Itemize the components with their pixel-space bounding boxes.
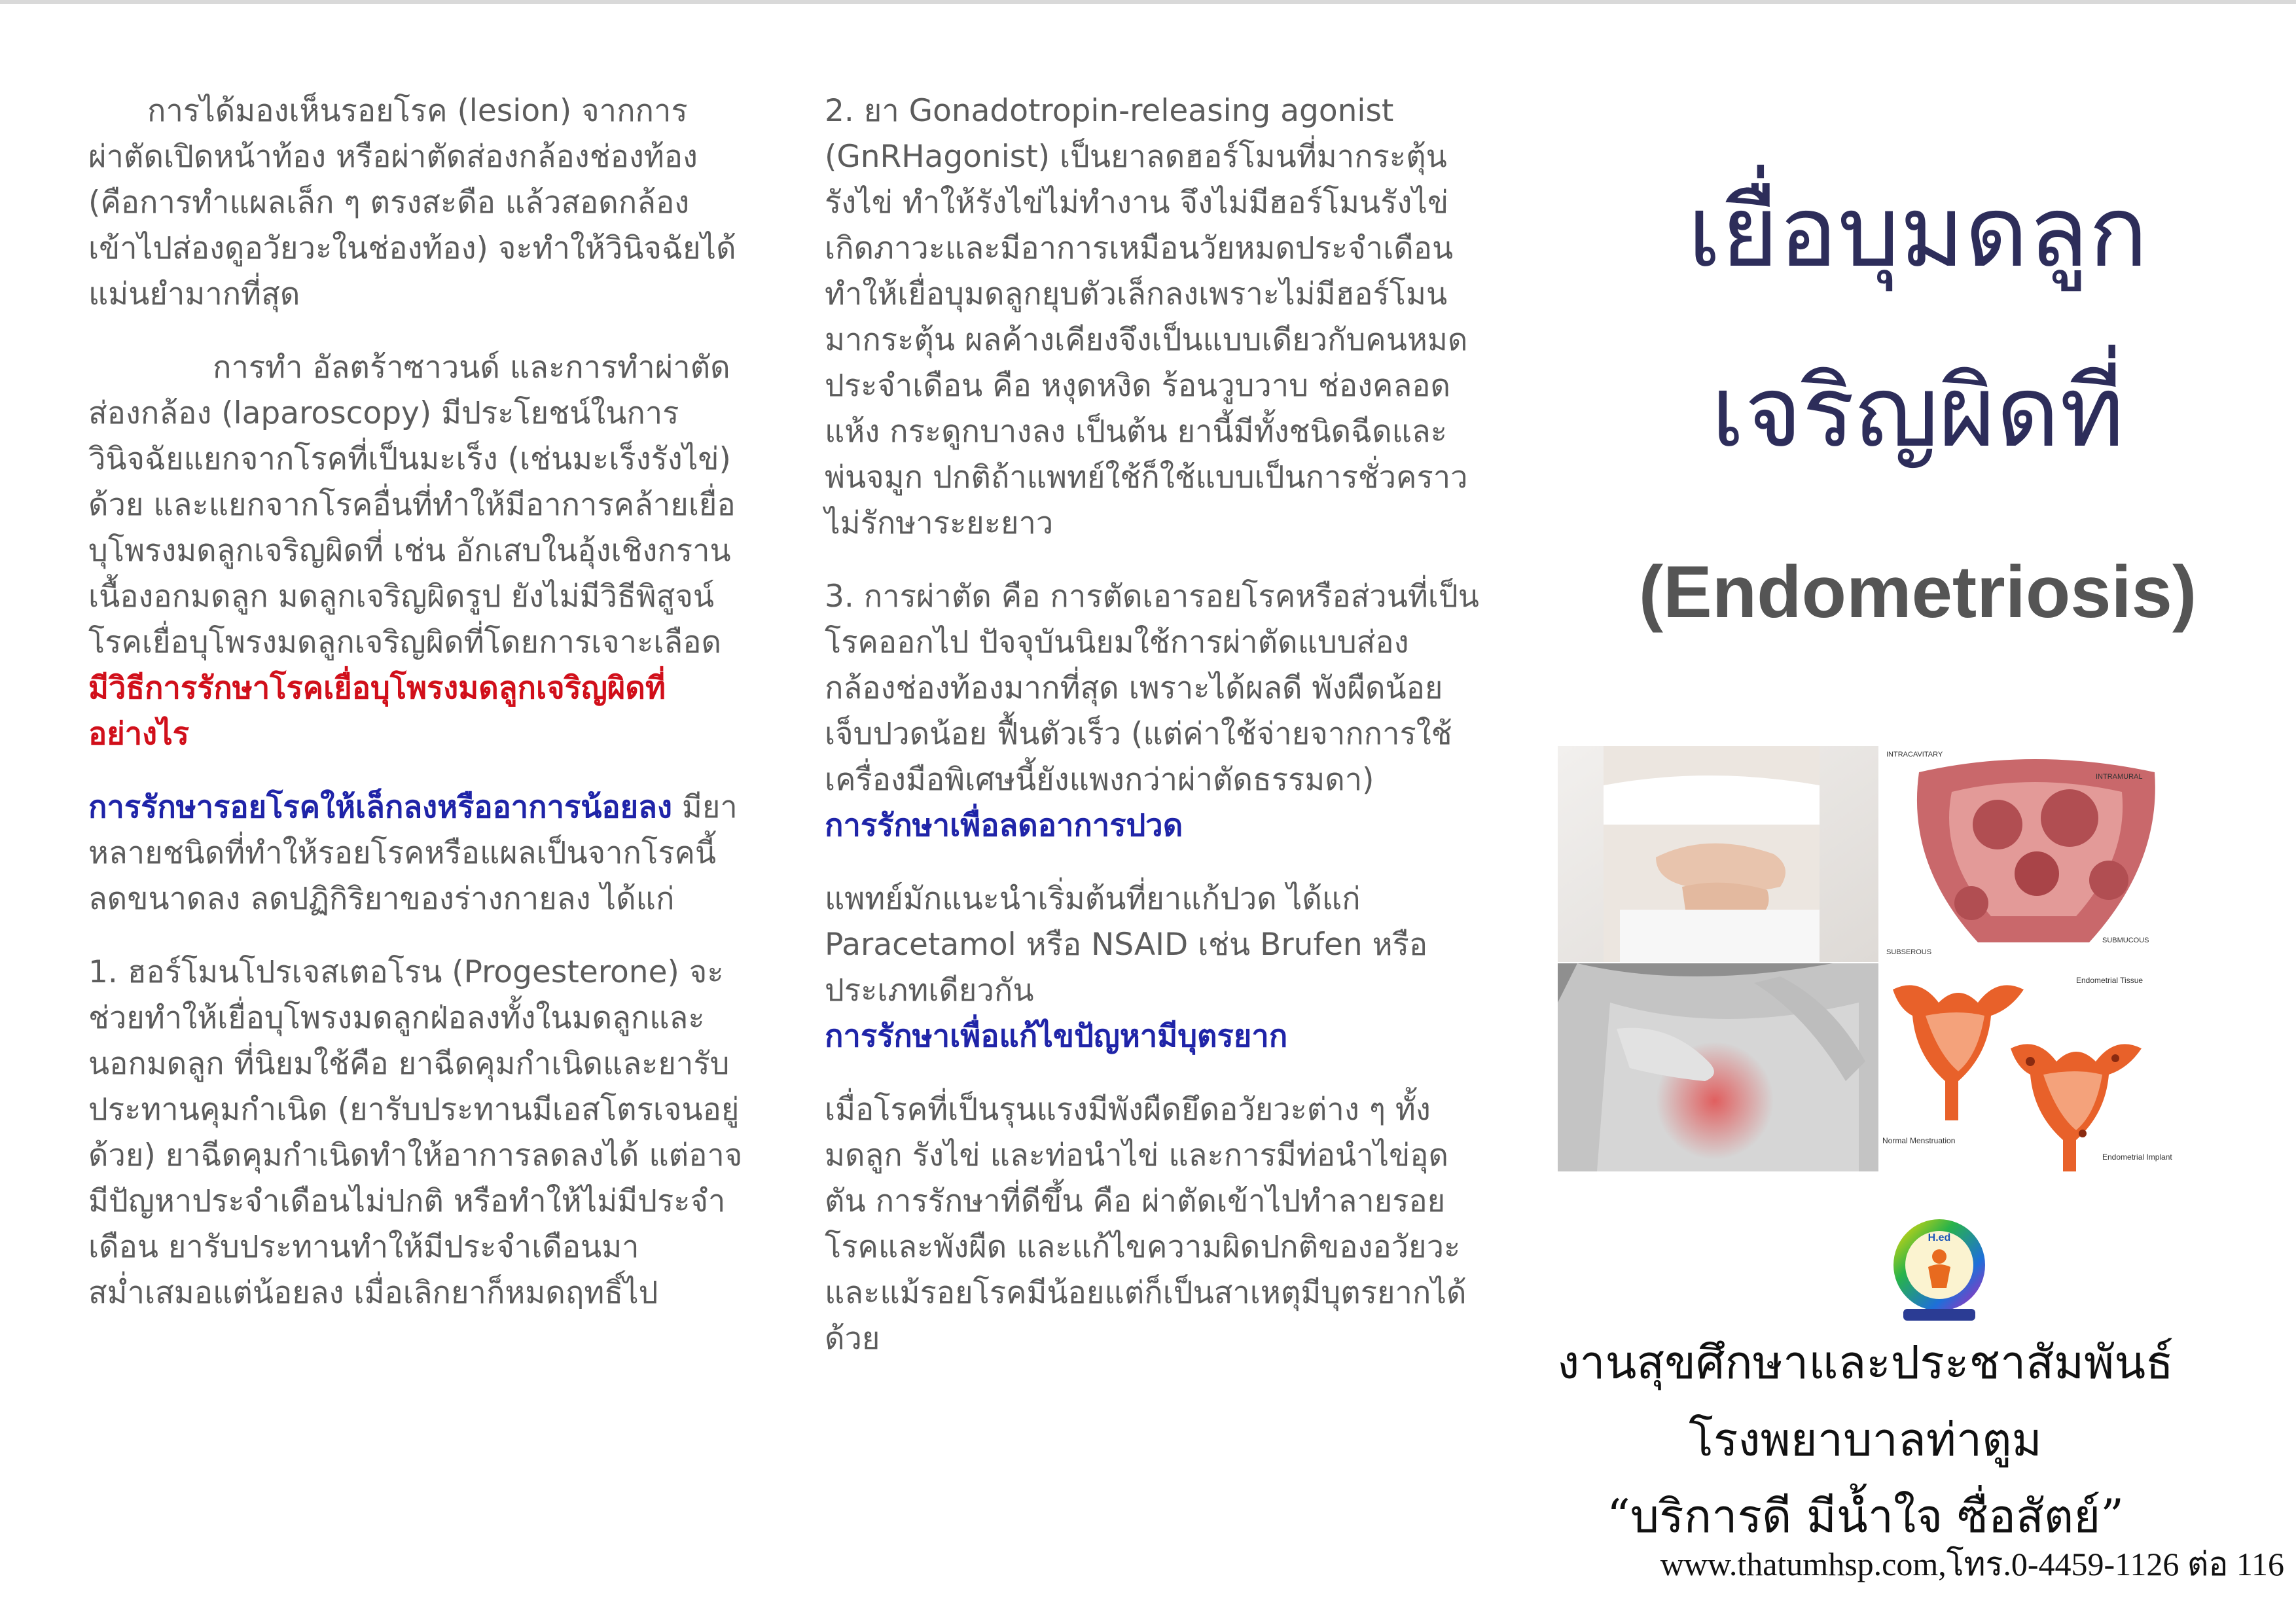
uterus-fibroid-diagram — [1880, 746, 2187, 962]
hospital-logo — [1890, 1216, 1988, 1327]
pelvic-pain-photo — [1558, 963, 1878, 1171]
diagram-label-subserous: SUBSEROUS — [1886, 948, 1932, 956]
footer-contact: www.thatumhsp.com,โทร.0-4459-1126 ต่อ 116 — [1660, 1546, 2284, 1582]
lesion-treatment-paragraph — [88, 785, 743, 922]
gnrh-agonist-paragraph: 2. ยา Gonadotropin-releasing agonist (GnRHagonist) เป็นยาลดฮอร์โมนที่มากระตุ้นรังไข่ ทำให้รังไข่ไม่ทำงาน จึงไม่มีฮอร์โมนรังไข่ เกิดภาวะและมีอาการเหมือนวัยหมดประจำเดือน ทำให้เยื่อบุมดลูกยุบตัวเล็กลงเพราะไม่มีฮอร์โมนมากระตุ้น ผลค้างเคียงจึงเป็นแบบเดียวกับคนหมดประจำเดือน คือ หงุดหงิด ร้อนวูบวาบ ช่องคลอดแห้ง กระดูกบางลง เป็นต้น ยานี้มีทั้งชนิดฉีดและพ่นจมูก ปกติถ้าแพทย์ใช้ก็ใช้แบบเป็นการชั่วคราว ไม่รักษาระยะยาว — [825, 93, 1468, 541]
left-column — [88, 88, 743, 1316]
cover-title-line1: เยื่อบุมดลูก — [1687, 175, 2148, 289]
pain-treatment-paragraph: แพทย์มักแนะนำเริ่มต้นที่ยาแก้ปวด ได้แก่ Paracetamol หรือ NSAID เช่น Brufen หรือประเภทเดียวกัน — [825, 881, 1428, 1008]
diagram-label-endometrial-tissue: Endometrial Tissue — [2076, 976, 2144, 985]
logo-text: H.ed — [1928, 1232, 1951, 1243]
lesion-treatment-subheading: การรักษารอยโรคให้เล็กลงหรืออาการน้อยลง — [88, 789, 672, 825]
cover-title-line2: เจริญผิดที่ — [1711, 355, 2125, 469]
treatment-heading: มีวิธีการรักษาโรคเยื่อบุโพรงมดลูกเจริญผิดที่อย่างไร — [88, 670, 666, 752]
cover-title-english: (Endometriosis) — [1638, 551, 2197, 633]
ultrasound-paragraph: การทำ อัลตร้าซาวนด์ และการทำผ่าตัดส่องกล้อง (laparoscopy) มีประโยชน์ในการวินิจฉัยแยกจากโรคที่เป็นมะเร็ง (เช่นมะเร็งรังไข่) ด้วย และแยกจากโรคอื่นที่ทำให้มีอาการคล้ายเยื่อบุโพรงมดลูกเจริญผิดที่ เช่น อักเสบในอุ้งเชิงกราน เนื้องอกมดลูก มดลูกเจริญผิดรูป ยังไม่มีวิธีพิสูจน์โรคเยื่อบุโพรงมดลูกเจริญผิดที่โดยการเจาะเลือด — [88, 349, 736, 660]
diagram-label-intracavitary: INTRACAVITARY — [1886, 751, 1943, 758]
endometrial-implant-diagram — [1880, 963, 2187, 1171]
infertility-treatment-paragraph: เมื่อโรคที่เป็นรุนแรงมีพังผืดยึดอวัยวะต่าง ๆ ทั้งมดลูก รังไข่ และท่อนำไข่ และการมีท่อนำไข่อุดตัน การรักษาที่ดีขึ้น คือ ผ่าตัดเข้าไปทำลายรอยโรคและพังผืด และแก้ไขความผิดปกติของอวัยวะ และแม้รอยโรคมีน้อยแต่ก็เป็นสาเหตุมีบุตรยากได้ด้วย — [825, 1092, 1467, 1357]
infertility-treatment-heading: การรักษาเพื่อแก้ไขปัญหามีบุตรยาก — [825, 1018, 1288, 1054]
diagram-label-intramural: INTRAMURAL — [2096, 773, 2143, 781]
surgery-paragraph: 3. การผ่าตัด คือ การตัดเอารอยโรคหรือส่วนที่เป็นโรคออกไป ปัจจุบันนิยมใช้การผ่าตัดแบบส่องกล้องช่องท้องมากที่สุด เพราะได้ผลดี พังผืดน้อย เจ็บปวดน้อย ฟื้นตัวเร็ว (แต่ค่าใช้จ่ายจากการใช้เครื่องมือพิเศษนี้ยังแพงกว่าผ่าตัดธรรมดา) — [825, 579, 1479, 798]
diagnosis-paragraph: การได้มองเห็นรอยโรค (lesion) จากการผ่าตัดเปิดหน้าท้อง หรือผ่าตัดส่องกล้องช่องท้อง (คือการทำแผลเล็ก ๆ ตรงสะดือ แล้วสอดกล้องเข้าไปส่องดูอวัยวะในช่องท้อง) จะทำให้วินิจฉัยได้แม่นยำมากที่สุด — [88, 93, 736, 312]
pain-treatment-heading: การรักษาเพื่อลดอาการปวด — [825, 808, 1183, 844]
top-border-line — [0, 0, 2296, 4]
progesterone-paragraph: 1. ฮอร์โมนโปรเจสเตอโรน (Progesterone) จะช่วยทำให้เยื่อบุโพรงมดลูกฝ่อลงทั้งในมดลูกและนอกมดลูก ที่นิยมใช้คือ ยาฉีดคุมกำเนิดและยารับประทานคุมกำเนิด (ยารับประทานมีเอสโตรเจนอยู่ด้วย) ยาฉีดคุมกำเนิดทำให้อาการลดลงได้ แต่อาจมีปัญหาประจำเดือนไม่ปกติ หรือทำให้ไม่มีประจำเดือน ยารับประทานทำให้มีประจำเดือนมาสม่ำเสมอแต่น้อยลง เมื่อเลิกยาก็หมดฤทธิ์ไป — [88, 954, 743, 1311]
diagram-label-endometrial-implant: Endometrial Implant — [2102, 1152, 2172, 1162]
lesion-treatment-text: มียาหลายชนิดที่ทำให้รอยโรคหรือแผลเป็นจากโรคนี้ลดขนาดลง ลดปฏิกิริยาของร่างกายลง ได้แก่ — [88, 789, 738, 917]
footer-department: งานสุขศึกษาและประชาสัมพันธ์ — [1557, 1336, 2174, 1389]
abdominal-pain-photo — [1558, 746, 1878, 962]
diagram-label-normal-menstruation: Normal Menstruation — [1882, 1136, 1956, 1145]
middle-column — [825, 88, 1479, 1362]
footer-hospital-name: โรงพยาบาลท่าตูม — [1689, 1413, 2042, 1467]
diagram-label-submucous: SUBMUCOUS — [2102, 936, 2149, 944]
footer-slogan: “บริการดี มีน้ำใจ ซื่อสัตย์” — [1606, 1489, 2125, 1543]
